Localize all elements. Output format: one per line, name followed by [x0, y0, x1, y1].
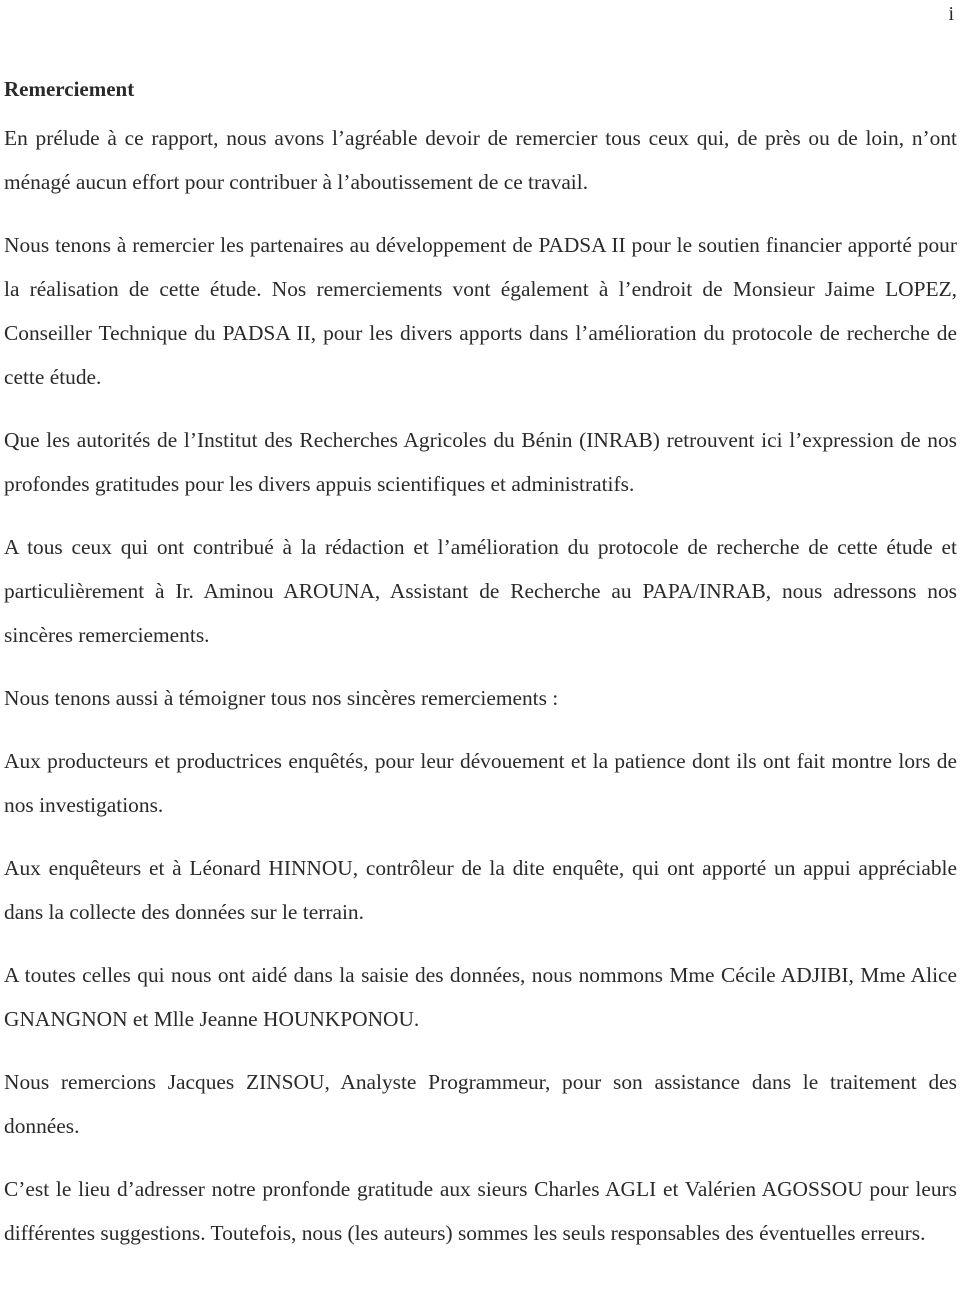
- paragraph-thanks-intro: Nous tenons aussi à témoigner tous nos sincères remerciements :: [4, 686, 559, 710]
- section-title: Remerciement: [4, 77, 135, 101]
- acknowledgement-body: [4, 116, 957, 1274]
- paragraph-data-entry: A toutes celles qui nous ont aidé dans la saisie des données, nous nommons Mme Cécile ADJIBI, Mme Alice GNANGNON et Mlle Jeanne HOUNKPONOU.: [4, 963, 957, 1031]
- paragraph-programmer: Nous remercions Jacques ZINSOU, Analyste Programmeur, pour son assistance dans le traitement des données.: [4, 1070, 957, 1138]
- document-page: [4, 0, 957, 1292]
- page-number: i: [948, 3, 954, 25]
- paragraph-surveyors: Aux enquêteurs et à Léonard HINNOU, contrôleur de la dite enquête, qui ont apporté un appui appréciable dans la collecte des données sur le terrain.: [4, 856, 957, 924]
- paragraph-padsa-partners: Nous tenons à remercier les partenaires au développement de PADSA II pour le soutien financier apporté pour la réalisation de cette étude. Nos remerciements vont également à l’endroit de Monsieur Jaime LOPEZ, Conseiller Technique du PADSA II, pour les divers apports dans l’amélioration du protocole de recherche de cette étude.: [4, 233, 957, 389]
- paragraph-inrab-authorities: Que les autorités de l’Institut des Recherches Agricoles du Bénin (INRAB) retrouvent ici l’expression de nos profondes gratitudes pour les divers appuis scientifiques et administratifs.: [4, 428, 957, 496]
- paragraph-producers: Aux producteurs et productrices enquêtés, pour leur dévouement et la patience dont ils ont fait montre lors de nos investigations.: [4, 749, 957, 817]
- paragraph-protocol-contributors: A tous ceux qui ont contribué à la rédaction et l’amélioration du protocole de recherche de cette étude et particulièrement à Ir. Aminou AROUNA, Assistant de Recherche au PAPA/INRAB, nous adressons nos sincères remerciements.: [4, 535, 957, 647]
- paragraph-closing: C’est le lieu d’adresser notre pronfonde gratitude aux sieurs Charles AGLI et Valérien AGOSSOU pour leurs différentes suggestions. Toutefois, nous (les auteurs) sommes les seuls responsables des éventuelles erreurs.: [4, 1177, 957, 1245]
- paragraph-prelude: En prélude à ce rapport, nous avons l’agréable devoir de remercier tous ceux qui, de près ou de loin, n’ont ménagé aucun effort pour contribuer à l’aboutissement de ce travail.: [4, 126, 957, 194]
